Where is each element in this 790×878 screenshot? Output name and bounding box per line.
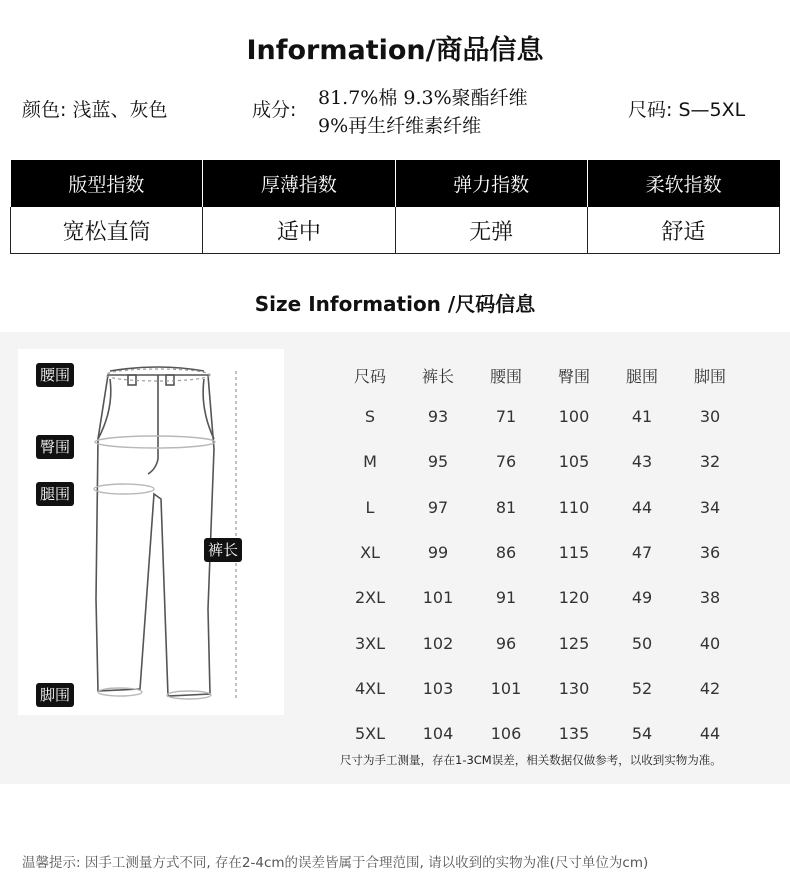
size-cell: S bbox=[364, 407, 376, 427]
length-cell: 99 bbox=[427, 543, 449, 563]
thigh-cell: 50 bbox=[631, 633, 653, 653]
waist-cell: 91 bbox=[495, 588, 517, 608]
index-header-softness: 柔软指数 bbox=[587, 160, 779, 207]
hem-cell: 40 bbox=[699, 633, 721, 653]
thigh-tag: 腿围 bbox=[36, 482, 74, 506]
column-header: 腿围 bbox=[625, 366, 658, 386]
size-cell: 4XL bbox=[354, 678, 386, 698]
hem-tag: 脚围 bbox=[36, 683, 74, 707]
column-header: 尺码 bbox=[353, 366, 386, 386]
waist-cell: 106 bbox=[490, 724, 522, 744]
table-row bbox=[336, 666, 744, 711]
column-header: 脚围 bbox=[693, 366, 726, 386]
hem-cell: 38 bbox=[699, 588, 721, 608]
thigh-cell: 52 bbox=[631, 678, 653, 698]
table-row bbox=[336, 711, 744, 756]
thigh-cell: 49 bbox=[631, 588, 653, 608]
hip-cell: 115 bbox=[558, 543, 590, 563]
composition-line-1: 81.7%棉 9.3%聚酯纤维 bbox=[318, 87, 528, 109]
column-header: 腰围 bbox=[489, 366, 522, 386]
pants-diagram bbox=[18, 349, 284, 715]
table-row bbox=[336, 485, 744, 530]
page-title: Information/商品信息 bbox=[246, 35, 544, 66]
thigh-cell: 41 bbox=[631, 407, 653, 427]
length-cell: 103 bbox=[422, 678, 454, 698]
table-row bbox=[336, 530, 744, 575]
index-value-thickness: 适中 bbox=[203, 207, 395, 254]
index-table bbox=[10, 160, 780, 254]
thigh-cell: 54 bbox=[631, 724, 653, 744]
size-range-info: 尺码: S—5XL bbox=[628, 99, 746, 121]
table-row bbox=[336, 620, 744, 665]
hem-cell: 32 bbox=[699, 452, 721, 472]
waist-cell: 81 bbox=[495, 497, 517, 517]
table-row bbox=[336, 575, 744, 620]
column-header: 臀围 bbox=[557, 366, 590, 386]
index-value-softness: 舒适 bbox=[587, 207, 779, 254]
waist-cell: 101 bbox=[490, 678, 522, 698]
length-cell: 93 bbox=[427, 407, 449, 427]
hip-cell: 100 bbox=[558, 407, 590, 427]
table-row bbox=[336, 439, 744, 484]
waist-tag: 腰围 bbox=[36, 363, 74, 387]
hip-cell: 130 bbox=[558, 678, 590, 698]
footer-tip: 温馨提示: 因手工测量方式不同, 存在2-4cm的误差皆属于合理范围, 请以收到的实物为准(尺寸单位为cm) bbox=[22, 855, 649, 871]
pants-illustration bbox=[18, 349, 284, 715]
index-header-fit: 版型指数 bbox=[11, 160, 203, 207]
composition-line-2: 9%再生纤维素纤维 bbox=[318, 115, 482, 137]
hip-cell: 125 bbox=[558, 633, 590, 653]
waist-cell: 71 bbox=[495, 407, 517, 427]
composition-label: 成分: bbox=[252, 99, 297, 121]
column-header: 裤长 bbox=[421, 366, 454, 386]
index-value-elasticity: 无弹 bbox=[395, 207, 587, 254]
hem-cell: 30 bbox=[699, 407, 721, 427]
hip-cell: 110 bbox=[558, 497, 590, 517]
index-value-row bbox=[11, 207, 780, 254]
size-section-title: Size Information /尺码信息 bbox=[254, 292, 536, 316]
thigh-cell: 47 bbox=[631, 543, 653, 563]
index-value-fit: 宽松直筒 bbox=[11, 207, 203, 254]
size-cell: 3XL bbox=[354, 633, 386, 653]
hip-cell: 135 bbox=[558, 724, 590, 744]
length-cell: 95 bbox=[427, 452, 449, 472]
index-header-row bbox=[11, 160, 780, 207]
size-cell: 5XL bbox=[354, 724, 386, 744]
index-header-elasticity: 弹力指数 bbox=[395, 160, 587, 207]
measurement-note: 尺寸为手工测量，存在1-3CM误差，相关数据仅做参考，以收到实物为准。 bbox=[340, 753, 722, 767]
color-info: 颜色: 浅蓝、灰色 bbox=[22, 99, 168, 121]
table-row bbox=[336, 394, 744, 439]
index-header-thickness: 厚薄指数 bbox=[203, 160, 395, 207]
hip-cell: 120 bbox=[558, 588, 590, 608]
waist-cell: 76 bbox=[495, 452, 517, 472]
thigh-cell: 44 bbox=[631, 497, 653, 517]
hip-tag: 臀围 bbox=[36, 435, 74, 459]
hem-cell: 44 bbox=[699, 724, 721, 744]
size-cell: 2XL bbox=[354, 588, 386, 608]
hem-cell: 34 bbox=[699, 497, 721, 517]
waist-cell: 86 bbox=[495, 543, 517, 563]
size-table bbox=[336, 356, 744, 756]
length-cell: 102 bbox=[422, 633, 454, 653]
size-cell: M bbox=[363, 452, 377, 472]
hip-cell: 105 bbox=[558, 452, 590, 472]
composition-info bbox=[318, 84, 528, 140]
hem-cell: 36 bbox=[699, 543, 721, 563]
length-cell: 97 bbox=[427, 497, 449, 517]
length-cell: 104 bbox=[422, 724, 454, 744]
size-header-row bbox=[336, 356, 744, 394]
thigh-cell: 43 bbox=[631, 452, 653, 472]
size-cell: L bbox=[365, 497, 375, 517]
waist-cell: 96 bbox=[495, 633, 517, 653]
size-cell: XL bbox=[360, 543, 380, 563]
length-tag: 裤长 bbox=[204, 538, 242, 562]
hem-cell: 42 bbox=[699, 678, 721, 698]
length-cell: 101 bbox=[422, 588, 454, 608]
